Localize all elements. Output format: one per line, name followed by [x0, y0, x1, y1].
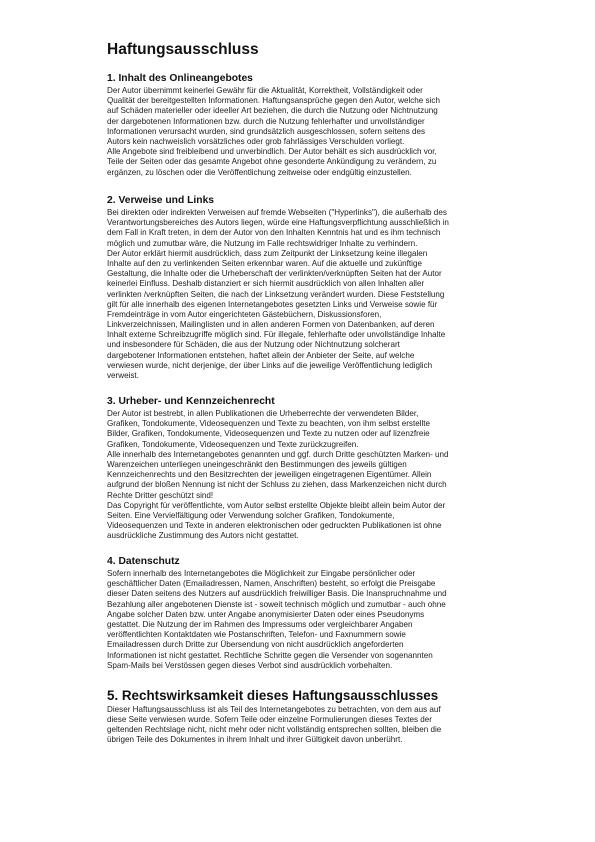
- section-copyright: [107, 396, 507, 541]
- text-line: der dargebotenen Informationen bzw. durch die Nutzung fehlerhafter und unvollständiger: [107, 116, 425, 126]
- section-content: [107, 73, 507, 178]
- text-line: Alle innerhalb des Internetangebotes genannten und ggf. durch Dritte geschützten Marken- und: [107, 449, 449, 459]
- text-line: Spam-Mails bei Verstössen gegen dieses Verbot sind ausdrücklich vorbehalten.: [107, 660, 393, 670]
- text-line: Qualität der bereitgestellten Informationen. Haftungsansprüche gegen den Autor, welche sich: [107, 96, 440, 106]
- text-line: Inhalt externe Schreibzugriffe möglich sind. Für illegale, fehlerhafte oder unvollständige Inhalte: [107, 330, 446, 340]
- text-line: Seiten. Eine Vervielfältigung oder Verwendung solcher Grafiken, Tondokumente,: [107, 510, 395, 520]
- text-line: gilt für alle innerhalb des eigenen Internetangebotes gesetzten Links und Verweise sowie für: [107, 299, 438, 309]
- text-line: diese Seite verwiesen wurde. Sofern Teile oder einzelne Formulierungen dieses Textes der: [107, 714, 432, 724]
- page-title: Haftungsausschluss: [107, 41, 259, 58]
- section-body: [107, 569, 507, 671]
- text-line: Informationen verursacht wurden, sind grundsätzlich ausgeschlossen, sofern seitens des: [107, 126, 426, 136]
- text-line: Warenzeichen unterliegen uneingeschränkt den Bestimmungen des jeweils gültigen: [107, 459, 407, 469]
- text-line: Alle Angebote sind freibleibend und unverbindlich. Der Autor behält es sich ausdrücklich vor,: [107, 147, 437, 157]
- text-line: Grafiken, Tondokumente, Videosequenzen und Texte zurückzugreifen.: [107, 439, 359, 449]
- text-line: Fremdeinträge in vom Autor eingerichteten Gästebüchern, Diskussionsforen,: [107, 309, 382, 319]
- section-body: [107, 208, 507, 381]
- text-line: Inhalte auf den zu verlinkenden Seiten erkennbar waren. Auf die aktuelle und zukünftige: [107, 258, 422, 268]
- text-line: Bezahlung aller angebotenen Dienste ist - soweit technisch möglich und zumutbar - auch ohne: [107, 599, 446, 609]
- section-heading: 2. Verweise und Links: [107, 195, 215, 206]
- text-line: Rechte Dritter geschützt sind!: [107, 490, 214, 500]
- section-heading: 1. Inhalt des Onlineangebotes: [107, 73, 253, 84]
- text-line: Emailadressen durch Dritte zur Übersendung von nicht ausdrücklich angeforderten: [107, 640, 404, 650]
- text-line: Der Autor übernimmt keinerlei Gewähr für die Aktualität, Korrektheit, Vollständigkeit oder: [107, 86, 423, 95]
- text-line: ausdrückliche Zustimmung des Autors nicht gestattet.: [107, 531, 299, 541]
- section-privacy: [107, 556, 507, 671]
- text-line: verwiesen wurde, nicht derjenige, der über Links auf die jeweilige Veröffentlichung lediglich: [107, 360, 433, 370]
- section-heading: 5. Rechtswirksamkeit dieses Haftungsausschlusses: [107, 688, 439, 703]
- text-line: veröffentlichten Kontaktdaten wie Postanschriften, Telefon- und Faxnummern sowie: [107, 630, 406, 640]
- text-line: Verantwortungsbereiches des Autors liegen, würde eine Haftungsverpflichtung ausschließlich in: [107, 218, 449, 228]
- text-line: Linkverzeichnissen, Mailinglisten und in allen anderen Formen von Datenbanken, auf deren: [107, 320, 435, 330]
- text-line: ergänzen, zu löschen oder die Veröffentlichung zeitweise oder endgültig einzustellen.: [107, 167, 412, 177]
- text-line: Gestaltung, die Inhalte oder die Urheberschaft der verlinkten/verknüpften Seiten hat der Autor: [107, 269, 442, 279]
- section-body: [107, 705, 507, 746]
- text-line: verlinkten /verknüpften Seiten, die nach der Linksetzung verändert wurden. Diese Feststellung: [107, 289, 445, 299]
- text-line: keinerlei Einfluss. Deshalb distanziert er sich hiermit ausdrücklich von allen Inhalten aller: [107, 279, 425, 289]
- text-line: möglich und zumutbar wäre, die Nutzung im Falle rechtswidriger Inhalte zu verhindern.: [107, 238, 418, 248]
- text-line: Bilder, Grafiken, Tondokumente, Videosequenzen und Texte zu nutzen oder auf lizenzfreie: [107, 429, 430, 439]
- text-line: Grafiken, Tondokumente, Videosequenzen und Texte zu beachten, von ihm selbst erstellte: [107, 419, 431, 429]
- text-line: auf Schäden materieller oder ideeller Art beziehen, die durch die Nutzung oder Nichtnutzung: [107, 106, 438, 116]
- text-line: Teile der Seiten oder das gesamte Angebot ohne gesonderte Ankündigung zu verändern, zu: [107, 157, 437, 167]
- text-line: geltenden Rechtslage nicht, nicht mehr oder nicht vollständig entsprechen sollten, bleiben die: [107, 724, 442, 734]
- text-line: dem Fall in Kraft treten, in dem der Autor von den Inhalten Kenntnis hat und es ihm technisch: [107, 228, 441, 238]
- section-validity: [107, 688, 507, 745]
- text-line: Informationen ist nicht gestattet. Rechtliche Schritte gegen die Versender von sogenannten: [107, 650, 433, 660]
- section-body: [107, 86, 507, 178]
- text-line: und insbesondere für Schäden, die aus der Nutzung oder Nichtnutzung solcherart: [107, 340, 400, 350]
- text-line: Videosequenzen und Texte in anderen elektronischen oder gedruckten Publikationen ist ohne: [107, 521, 442, 531]
- section-heading: 3. Urheber- und Kennzeichenrecht: [107, 396, 275, 407]
- text-line: übrigen Teile des Dokumentes in ihrem Inhalt und ihrer Gültigkeit davon unberührt.: [107, 735, 403, 745]
- text-line: Das Copyright für veröffentlichte, vom Autor selbst erstellte Objekte bleibt allein beim Autor der: [107, 500, 446, 510]
- text-line: Bei direkten oder indirekten Verweisen auf fremde Webseiten ("Hyperlinks"), die außerhalb des: [107, 208, 447, 217]
- text-line: gestattet. Die Nutzung der im Rahmen des Impressums oder vergleichbarer Angaben: [107, 619, 413, 629]
- section-links: [107, 195, 507, 381]
- text-line: verweist.: [107, 371, 139, 380]
- text-line: geschäftlicher Daten (Emailadressen, Namen, Anschriften) besteht, so erfolgt die Preisgabe: [107, 579, 436, 589]
- text-line: Der Autor ist bestrebt, in allen Publikationen die Urheberrechte der verwendeten Bilder,: [107, 409, 419, 418]
- text-line: Dieser Haftungsausschluss ist als Teil des Internetangebotes zu betrachten, von dem aus auf: [107, 704, 441, 714]
- section-body: [107, 409, 507, 541]
- text-line: Der Autor erklärt hiermit ausdrücklich, dass zum Zeitpunkt der Linksetzung keine illegalen: [107, 248, 428, 258]
- section-heading: 4. Datenschutz: [107, 556, 180, 567]
- text-line: Autors kein nachweislich vorsätzliches oder grob fahrlässiges Verschulden vorliegt.: [107, 136, 405, 146]
- text-line: Angabe solcher Daten bzw. unter Angabe anonymisierter Daten oder eines Pseudonyms: [107, 609, 425, 619]
- text-line: dieser Daten seitens des Nutzers auf ausdrücklich freiwilliger Basis. Die Inanspruchnahme und: [107, 589, 447, 599]
- text-line: Sofern innerhalb des Internetangebotes die Möglichkeit zur Eingabe persönlicher oder: [107, 569, 416, 578]
- text-line: dargebotener Informationen entstehen, haftet allein der Anbieter der Seite, auf welche: [107, 350, 415, 360]
- text-line: aufgrund der bloßen Nennung ist nicht der Schluss zu ziehen, dass Markenzeichen nicht durch: [107, 480, 447, 490]
- text-line: Kennzeichenrechts und den Besitzrechten der jeweiligen eingetragenen Eigentümer. Allein: [107, 470, 432, 480]
